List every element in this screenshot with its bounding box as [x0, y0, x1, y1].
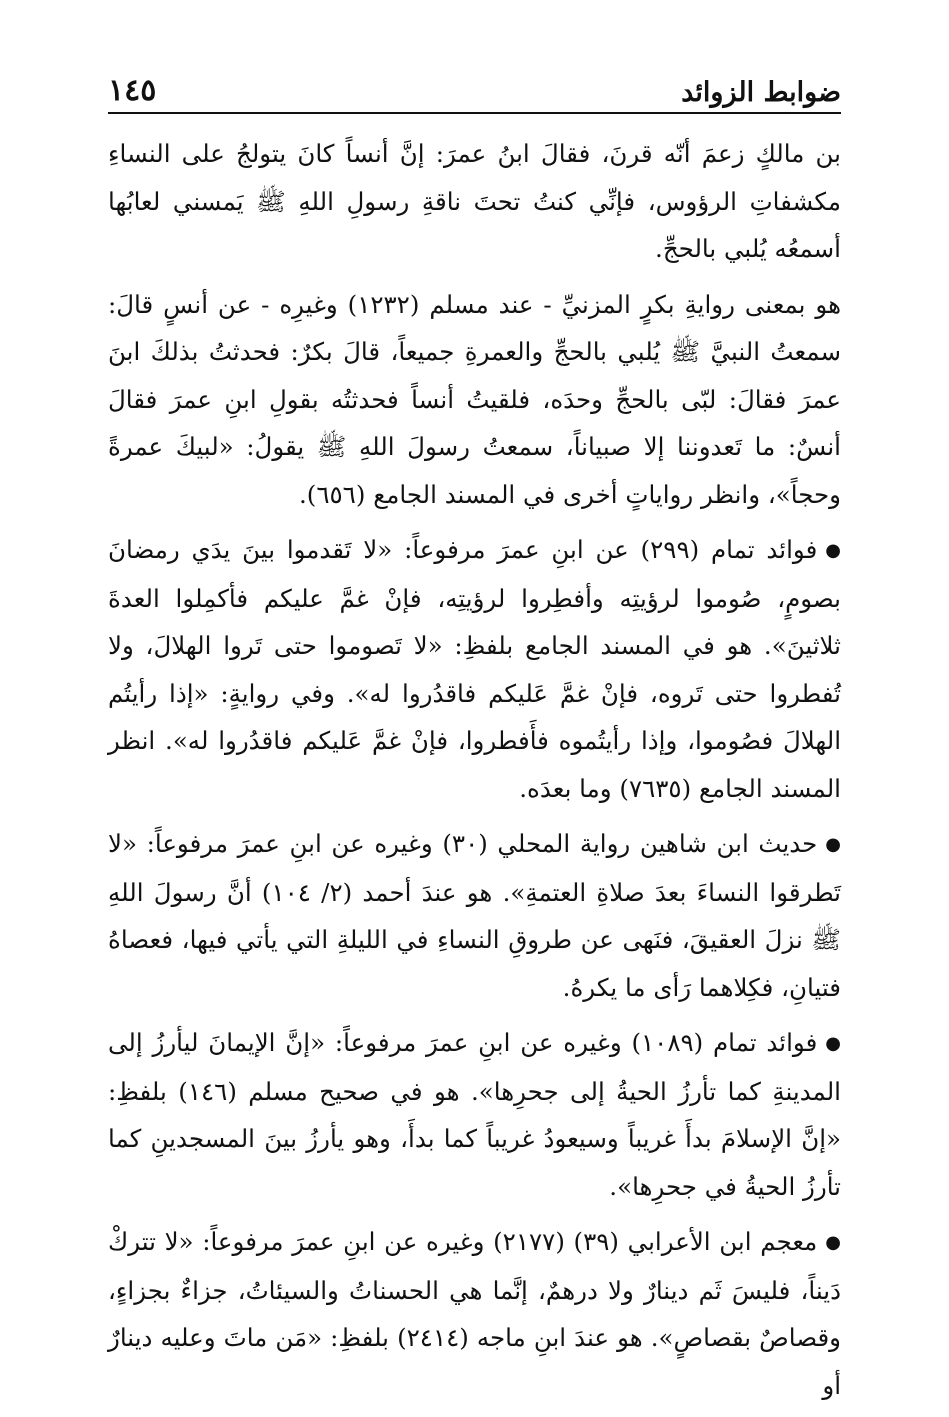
page-number: ١٤٥ — [108, 73, 157, 108]
paragraph-text: فوائد تمام (١٠٨٩) وغيره عن ابنِ عمرَ مرفوعاً: «إنَّ الإيمانَ ليأرزُ إلى المدينةِ كما تأرزُ الحيةُ إلى جحرِها». هو في صحيح مسلم (١٤٦) بلفظِ: «إنَّ الإسلامَ بدأَ غريباً وسيعودُ غريباً كما بدأَ، وهو يأرزُ بينَ المسجدينِ كما تأرزُ الحيةُ في جحرِها». — [108, 1028, 841, 1201]
bullet-icon: ● — [825, 1232, 841, 1253]
paragraph-text: هو بمعنى روايةِ بكرٍ المزنيِّ - عند مسلم (١٢٣٢) وغيرِه - عن أنسٍ قالَ: سمعتُ النبيَّ ﷺ يُلبي بالحجِّ والعمرةِ جميعاً، قالَ بكرٌ: فحدثتُ بذلكَ ابنَ عمرَ فقالَ: لبّى بالحجِّ وحدَه، فلقيتُ أنساً فحدثتُه بقولِ ابنِ عمرَ فقالَ أنسٌ: ما تَعدوننا إلا صبياناً، سمعتُ رسولَ اللهِ ﷺ يقولُ: «لبيكَ عمرةً وحجاً»، وانظر رواياتٍ أخرى في المسند الجامع (٦٥٦). — [108, 289, 841, 509]
bullet-icon: ● — [825, 1033, 841, 1054]
page-header-title: ضوابط الزوائد — [681, 77, 841, 108]
paragraph-text: بن مالكٍ زعمَ أنّه قرنَ، فقالَ ابنُ عمرَ: إنَّ أنساً كانَ يتولجُ على النساءِ مكشفاتِ الرؤوس، فإنِّي كنتُ تحتَ ناقةِ رسولِ اللهِ ﷺ يَمسني لعابُها أسمعُه يُلبي بالحجِّ. — [108, 139, 841, 263]
bullet-paragraph — [108, 1218, 841, 1409]
header-rule — [108, 112, 841, 114]
bullet-paragraph — [108, 526, 841, 812]
paragraph-text: حديث ابن شاهين رواية المحلي (٣٠) وغيره عن ابنِ عمرَ مرفوعاً: «لا تَطرقوا النساءَ بعدَ صلاةِ العتمةِ». هو عندَ أحمد (٢/ ١٠٤) أنَّ رسولَ اللهِ ﷺ نزلَ العقيقَ، فنَهى عن طروقِ النساءِ في الليلةِ التي يأتي فيها، فعصاهُ فتيانِ، فكِلاهما رَأى ما يكرهُ. — [108, 829, 841, 1002]
paragraph — [108, 130, 841, 273]
paragraph-text: معجم ابن الأعرابي (٣٩) (٢١٧٧) وغيره عن ابنِ عمرَ مرفوعاً: «لا تتركْ دَيناً، فليسَ ثَم دينارٌ ولا درهمٌ، إنَّما هي الحسناتُ والسيئاتُ، جزاءٌ بجزاءٍ، وقصاصٌ بقصاصٍ». هو عندَ ابنِ ماجه (٢٤١٤) بلفظِ: «مَن ماتَ وعليه دينارٌ أو — [108, 1227, 841, 1400]
paragraph — [108, 281, 841, 519]
bullet-paragraph — [108, 1019, 841, 1210]
bullet-icon: ● — [825, 834, 841, 855]
bullet-icon: ● — [825, 540, 841, 561]
running-head — [108, 62, 841, 106]
body-text — [108, 130, 841, 1417]
bullet-paragraph — [108, 820, 841, 1011]
paragraph-text: فوائد تمام (٢٩٩) عن ابنِ عمرَ مرفوعاً: «لا تَقدموا بينَ يدَي رمضانَ بصومٍ، صُوموا لرؤيتِه وأفطِروا لرؤيتِه، فإنْ غمَّ عليكم فأكمِلوا العدةَ ثلاثينَ». هو في المسند الجامع بلفظِ: «لا تَصوموا حتى تَروا الهلالَ، ولا تُفطروا حتى تَروه، فإنْ غمَّ عَليكم فاقدُروا له». وفي روايةٍ: «إذا رأيتُم الهلالَ فصُوموا، وإذا رأيتُموه فأَفطروا، فإنْ غمَّ عَليكم فاقدُروا له». انظر المسند الجامع (٧٦٣٥) وما بعدَه. — [108, 535, 841, 803]
